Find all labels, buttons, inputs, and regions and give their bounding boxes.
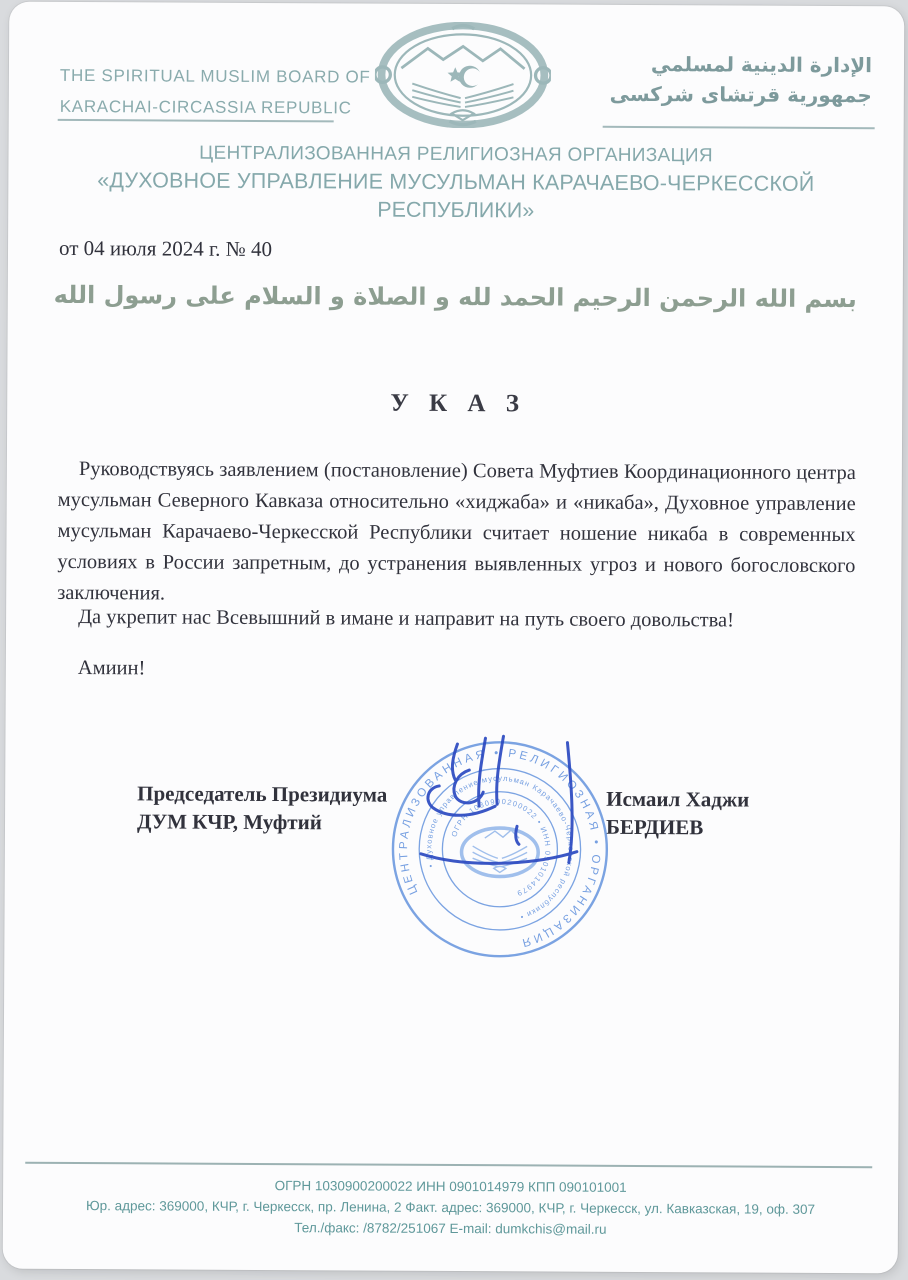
footer-addresses: Юр. адрес: 369000, КЧР, г. Черкесск, пр. Ленина, 2 Факт. адрес: 369000, КЧР, г. Черкесск, ул. Кавказская, 19, оф. 307 [85, 1198, 816, 1217]
org-title-line3: РЕСПУБЛИКИ» [377, 197, 535, 223]
org-title [8, 140, 903, 227]
org-emblem-logo-icon [375, 22, 552, 129]
signatory-position-line1: Председатель Президиума [137, 781, 388, 807]
basmala-arabic-line: بسم الله الرحمن الرحيم الحمد لله و الصلاة و السلام على رسول الله [53, 280, 857, 314]
signatory-name-line1: Исмаил Хаджи [606, 786, 750, 812]
letterhead-arabic [610, 49, 873, 110]
document-page [3, 2, 905, 1274]
letterhead-arabic-line1: الإدارة الدينية لمسلمي [650, 52, 873, 78]
signatory-name [606, 785, 749, 842]
letterhead-right-rule [603, 126, 875, 129]
body-paragraph-2: Да укрепит нас Всевышний в имане и направит на путь своего довольства! [78, 606, 735, 632]
footer-ogrn-inn-kpp: ОГРН 1030900200022 ИНН 0901014979 КПП 090101001 [274, 1178, 627, 1195]
signatory-name-line2: БЕРДИЕВ [605, 814, 704, 840]
stamp-numbers-ring-text: ОГРН 1030900200022 • ИНН 0901014979 [449, 796, 553, 899]
stamp-middle-ring-text: • Духовное управление мусульман Карачаево-Черкесской республики • [424, 773, 576, 922]
signatory-position [137, 779, 387, 836]
footer-phone-email: Тел./факс: /8782/251067 E-mail: dumkchis@mail.ru [294, 1220, 607, 1237]
date-number-line: от 04 июля 2024 г. № 40 [58, 235, 273, 262]
org-title-line1: ЦЕНТРАЛИЗОВАННАЯ РЕЛИГИОЗНАЯ ОРГАНИЗАЦИЯ [199, 142, 713, 167]
signatory-position-line2: ДУМ КЧР, Муфтий [136, 809, 322, 835]
org-title-line2: «ДУХОВНОЕ УПРАВЛЕНИЕ МУСУЛЬМАН КАРАЧАЕВО-ЧЕРКЕССКОЙ [97, 168, 815, 196]
handwritten-signature [397, 730, 594, 887]
letterhead-english-line1: THE SPIRITUAL MUSLIM BOARD OF [59, 65, 371, 87]
decree-title: У К А З [390, 389, 527, 418]
body-paragraph-1: Руководствуясь заявлением (постановление) Совета Муфтиев Координационного центра мусульман Северного Кавказа относительно «хиджаба» и «никаба», Духовное управление мусульман Карачаево-Черкесской Республики считает ношение никаба в современных условиях в России запретным, до устранения выявленных угроз и нового богословского заключения. [57, 458, 856, 605]
letterhead-arabic-line2: جمهورية قرتشاى شركسى [609, 81, 872, 108]
stamp-outer-ring-text: ЦЕНТРАЛИЗОВАННАЯ • РЕЛИГИОЗНАЯ • ОРГАНИЗАЦИЯ [396, 746, 603, 951]
footer-divider-rule [25, 1162, 872, 1168]
footer-requisites [3, 1174, 898, 1242]
crescent-star-icon [447, 62, 484, 91]
letterhead-english-line2: KARACHAI-CIRCASSIA REPUBLIC [59, 96, 352, 118]
body-paragraph-3: Амиин! [77, 657, 146, 680]
letterhead-english [60, 60, 371, 124]
